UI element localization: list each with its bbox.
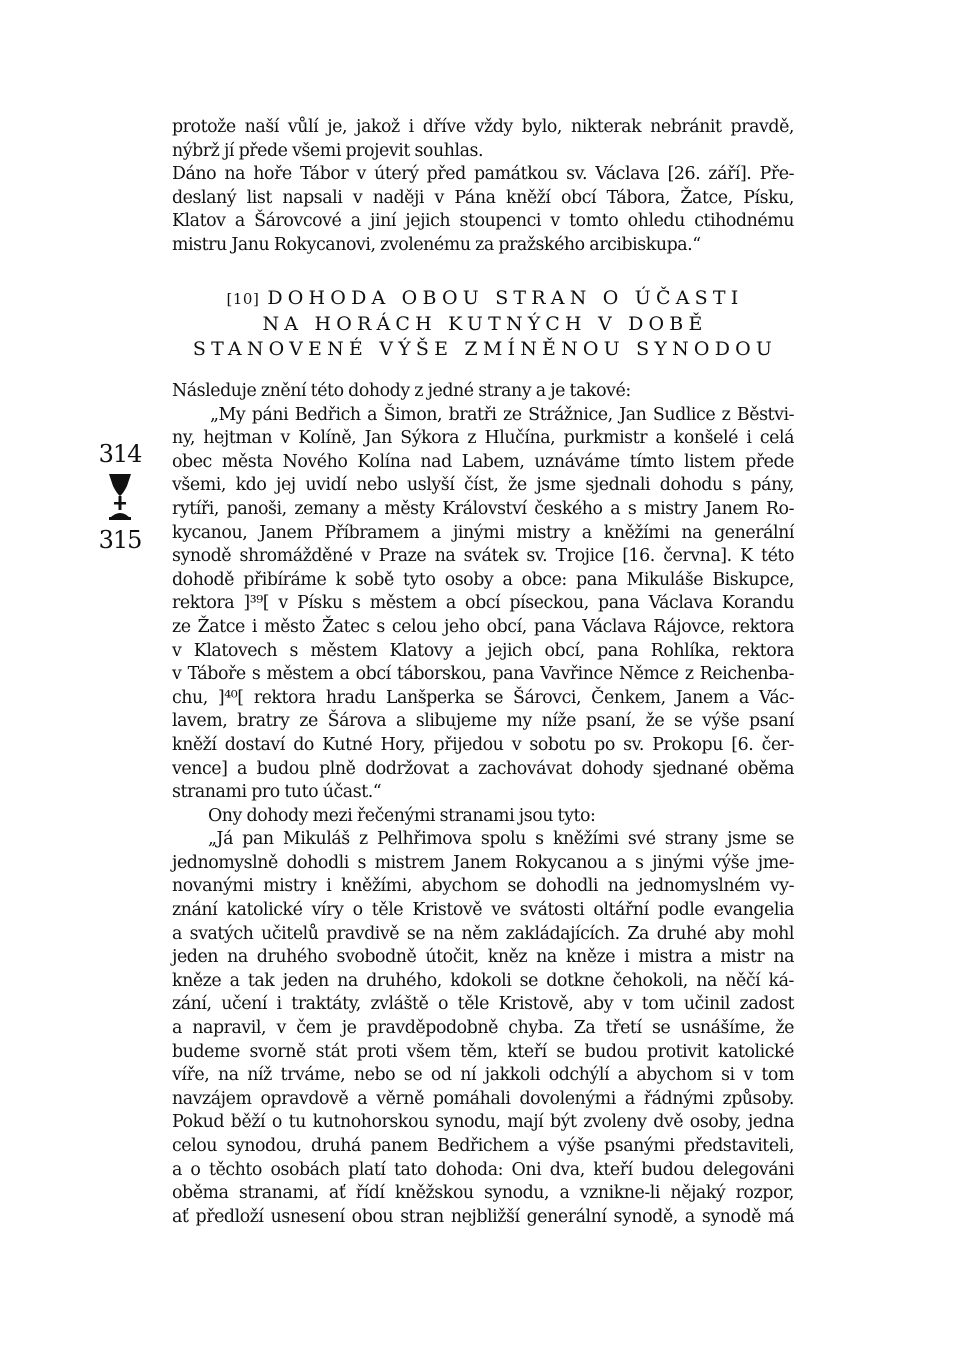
text-line: v Táboře s městem a obcí táborskou, pana Vavřince Němce z Reichenba-	[172, 664, 794, 685]
text-line: Dáno na hoře Tábor v úterý před památkou sv. Václava [26. září]. Pře-	[172, 164, 794, 185]
text-line: a svatých učitelů pravdivě se na něm zakládajících. Za druhé aby mohl	[172, 923, 794, 944]
text-line: novanými mistry i kněžími, abychom se dohodli na jednomyslném vy-	[172, 876, 794, 897]
text-line: protože naší vůlí je, jakož i dříve vždy bylo, nikterak nebránit pravdě,	[172, 117, 794, 137]
section-number: [10]	[226, 290, 260, 308]
text-line: mistru Janu Rokycanovi, zvolenému za pražského arcibiskupa.“	[172, 234, 701, 255]
text-line: jednomyslně dohodli s mistrem Janem Rokycanou a s jinými výše jme-	[172, 852, 794, 873]
chalice-icon	[105, 472, 135, 522]
intro-paragraph	[172, 116, 794, 258]
text-line: stranami pro tuto účast.“	[172, 782, 382, 803]
text-line: rektora ]³⁹[ v Písku s městem a obcí píseckou, pana Václava Korandu	[172, 593, 794, 614]
text-line: a napravil, v čem je pravděpodobně chyba. Za třetí se usnášíme, že	[172, 1018, 794, 1039]
text-line: v Klatovech s městem Klatovy a jejich obcí, pana Rohlíka, rektora	[172, 640, 794, 661]
text-line: jeden na druhého svobodně útočit, kněz na kněze i mistra a mistr na	[172, 947, 794, 968]
heading-line-1: [10] DOHODA OBOU STRAN O ÚČASTI	[226, 287, 744, 309]
text-line: kycanou, Janem Příbramem a jinými mistry a kněžími na generální	[172, 522, 794, 543]
text-line: lavem, bratry ze Šárova a slibujeme my níže psaní, že se výše psaní	[172, 711, 794, 732]
text-line: celou synodou, druhá panem Bedřichem a výše psanými představiteli,	[172, 1136, 794, 1156]
text-line: všemi, kdo jej uvidí nebo uslyší číst, že jsme sjednali dohodu s pány,	[172, 475, 794, 496]
text-line: Pokud běží o tu kutnohorskou synodu, mají být zvoleny dvě osoby, jedna	[172, 1112, 794, 1133]
text-line: zání, učení i traktáty, zvláště o těle Kristově, aby v tom učinil zadost	[172, 994, 794, 1015]
text-line: obec města Nového Kolína nad Labem, uznáváme tímto listem přede	[172, 451, 794, 472]
text-line: a o těchto osobách platí tato dohoda: Oni dva, kteří budou delegováni	[172, 1159, 794, 1180]
text-line: Ony dohody mezi řečenými stranami jsou tyto:	[208, 805, 596, 826]
text-line: Klatov a Šárovcové a jiní jejich stoupenci v tomto ohledu ctihodnému	[172, 211, 794, 232]
text-line: „Já pan Mikuláš z Pelhřimova spolu s kněžími své strany jsme se	[208, 829, 794, 850]
heading-line-2: NA HORÁCH KUTNÝCH V DOBĚ	[262, 313, 708, 335]
text-line: Následuje znění této dohody z jedné strany a je takové:	[172, 381, 631, 401]
section-heading	[140, 286, 830, 362]
text-line: rytíři, panoši, zemany a městy Království českého a s mistry Janem Ro-	[172, 498, 794, 519]
text-line: znání katolické víry o těle Kristově ve svátosti oltářní podle evangelia	[172, 900, 794, 921]
text-line: oběma stranami, ať řídí kněžskou synodu, a vznikne-li nějaký rozpor,	[172, 1183, 794, 1204]
text-line: víře, na níž trváme, nebo se od ní jakkoli odchýlí a abychom si v tom	[172, 1065, 794, 1086]
text-line: kněze a tak jeden na druhého, kdokoli se dotkne čehokoli, na něčí ká-	[172, 970, 794, 991]
text-line: „My páni Bedřich a Šimon, bratři ze Strážnice, Jan Sudlice z Běstvi-	[210, 404, 794, 425]
text-line: kněží dostaví do Kutné Hory, přijedou v sobotu po sv. Prokopu [6. čer-	[172, 734, 794, 755]
text-line: budeme svorně stát proti všem těm, kteří se budou protivit katolické	[172, 1041, 794, 1062]
text-line: ze Žatce i město Žatec s celou jeho obcí, pana Václava Rájovce, rektora	[172, 616, 794, 637]
text-line: vence] a budou plně dodržovat a zachovávat dohody sjednané oběma	[172, 758, 794, 779]
original-page-number-left: 314	[98, 440, 142, 468]
text-line: nýbrž jí přede všemi projevit souhlas.	[172, 140, 484, 161]
heading-line-3: STANOVENÉ VÝŠE ZMÍNĚNOU SYNODOU	[192, 338, 778, 360]
text-line: ny, hejtman v Kolíně, Jan Sýkora z Hlučína, purkmistr a konšelé i celá	[172, 428, 794, 449]
text-line: dohodě přibíráme k sobě tyto osoby a obce: pana Mikuláše Biskupce,	[172, 569, 794, 590]
text-line: synodě shromážděné v Praze na svátek sv. Trojice [16. června]. K této	[172, 546, 794, 567]
body-paragraphs	[172, 380, 794, 1229]
text-line: deslaný list napsali v naději v Pána kněží obcí Tábora, Žatce, Písku,	[172, 187, 794, 208]
text-line: chu, ]⁴⁰[ rektora hradu Lanšperka se Šárovci, Čenkem, Janem a Vác-	[172, 687, 794, 708]
text-line: navzájem opravdově a věrně pomáhali dovolenými a řádnými způsoby.	[172, 1088, 794, 1109]
margin-page-marker	[88, 440, 152, 554]
original-page-number-right: 315	[98, 526, 142, 554]
text-line: ať předloží usnesení obou stran nejbližší generální synodě, a synodě má	[172, 1206, 794, 1227]
